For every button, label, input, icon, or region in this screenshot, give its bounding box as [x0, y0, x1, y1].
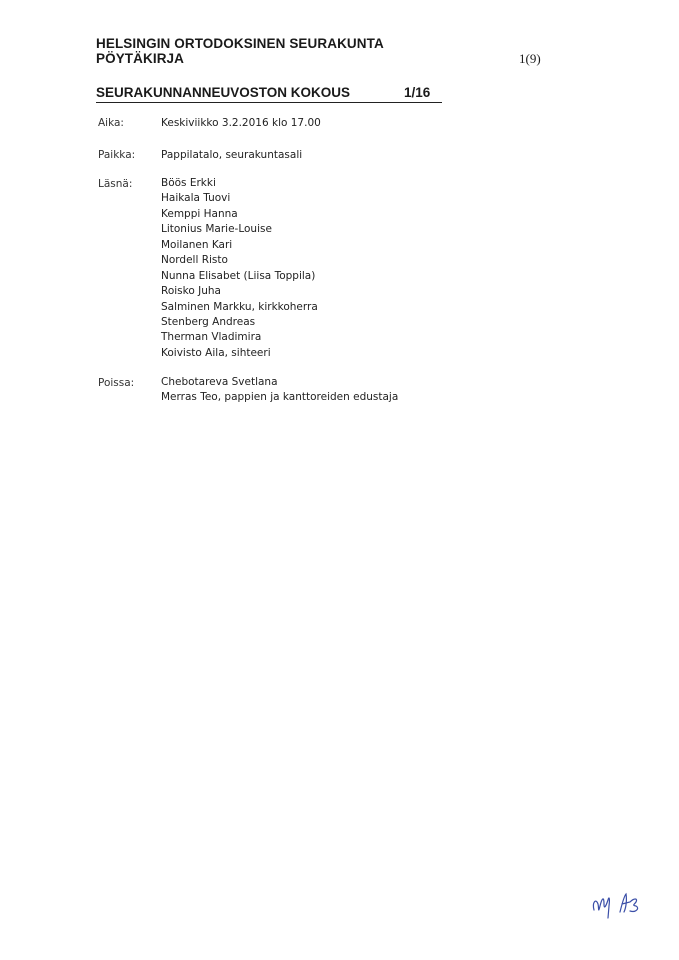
place-value: Pappilatalo, seurakuntasali	[161, 149, 303, 161]
present-list	[161, 176, 318, 361]
present-member: Nunna Elisabet (Liisa Toppila)	[161, 269, 316, 282]
time-label: Aika:	[98, 117, 124, 129]
absent-member: Chebotareva Svetlana	[161, 376, 278, 388]
present-member: Salminen Markku, kirkkoherra	[161, 300, 318, 313]
document-header	[96, 36, 384, 66]
present-member: Therman Vladimira	[161, 331, 262, 344]
absent-list	[161, 375, 398, 406]
absent-label: Poissa:	[98, 377, 135, 389]
present-member: Stenberg Andreas	[161, 315, 256, 328]
present-member: Kemppi Hanna	[161, 207, 238, 220]
organization-name: HELSINGIN ORTODOKSINEN SEURAKUNTA	[96, 36, 384, 51]
present-member: Nordell Risto	[161, 254, 228, 267]
present-member: Böös Erkki	[161, 177, 216, 189]
absent-member: Merras Teo, pappien ja kanttoreiden edustaja	[161, 391, 399, 404]
meeting-title-row	[96, 85, 442, 100]
signature-initials-icon	[586, 888, 656, 920]
page-counter: 1(9)	[519, 51, 541, 66]
present-label: Läsnä:	[98, 178, 133, 190]
present-member: Roisko Juha	[161, 285, 221, 298]
meeting-number: 1/16	[404, 85, 431, 100]
present-member: Moilanen Kari	[161, 238, 233, 251]
place-label: Paikka:	[98, 149, 136, 161]
meeting-title: SEURAKUNNANNEUVOSTON KOKOUS	[96, 85, 351, 100]
present-member: Koivisto Aila, sihteeri	[161, 346, 271, 359]
signature-stroke-icon	[620, 894, 638, 912]
header-divider	[96, 102, 442, 103]
signature-stroke-icon	[593, 898, 609, 918]
present-member: Litonius Marie-Louise	[161, 223, 272, 236]
time-value: Keskiviikko 3.2.2016 klo 17.00	[161, 117, 321, 129]
present-member: Haikala Tuovi	[161, 192, 231, 205]
document-type: PÖYTÄKIRJA	[96, 51, 185, 66]
